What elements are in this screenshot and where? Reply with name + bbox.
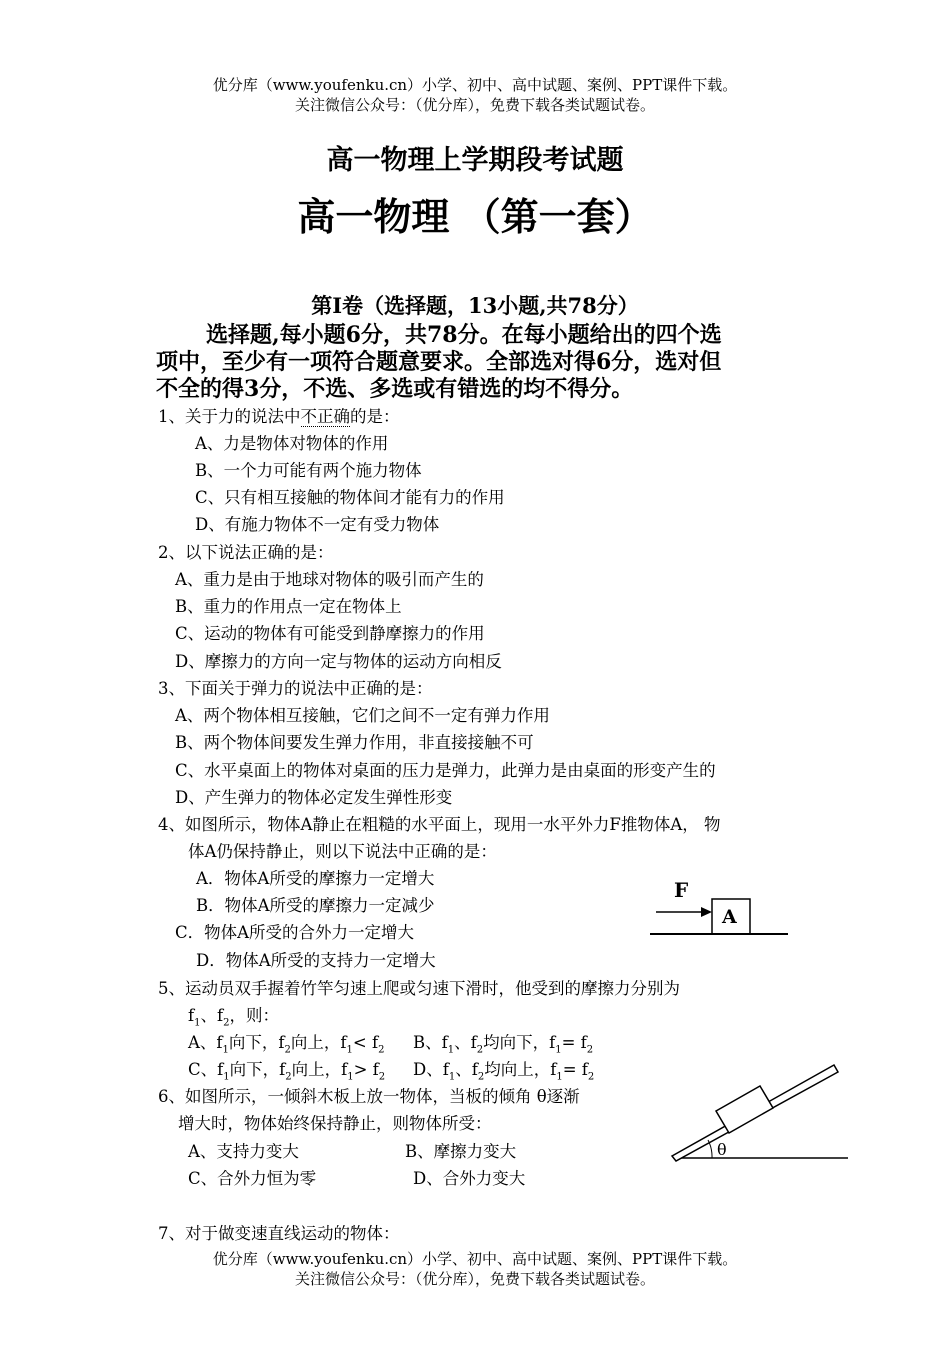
question-5-option-b: B、$f_1$、$f_2$均向下，$f_1= f_2$ [413, 1033, 594, 1056]
instructions-line-2: 项中，至少有一项符合题意要求。全部选对得6分，选对但 [156, 349, 722, 375]
question-7-stem: 7、对于做变速直线运动的物体： [158, 1224, 400, 1243]
question-4-option-d: D．物体A所受的支持力一定增大 [196, 951, 436, 970]
question-5-option-c: C、$f_1$向下，$f_2$向上，$f_1> f_2$ [188, 1060, 386, 1083]
question-1-stem-b: 的是： [350, 407, 400, 426]
force-arrowhead [701, 907, 712, 917]
question-1-option-a: A、力是物体对物体的作用 [195, 434, 389, 453]
question-1-option-b: B、一个力可能有两个施力物体 [195, 461, 422, 480]
question-1-stem-a: 1、关于力的说法中 [158, 407, 301, 426]
question-5-option-a: A、$f_1$向下，$f_2$向上，$f_1< f_2$ [188, 1033, 385, 1056]
question-4-option-a: A．物体A所受的摩擦力一定增大 [196, 869, 435, 888]
question-4-stem-1: 4、如图所示，物体A静止在粗糙的水平面上，现用一水平外力F推物体A， 物 [158, 815, 721, 834]
question-5-stem-2: $f_1$、$f_2$，则： [188, 1006, 279, 1029]
instructions-line-3: 不全的得3分，不选、多选或有错选的均不得分。 [156, 376, 634, 402]
question-3-option-b: B、两个物体间要发生弹力作用，非直接接触不可 [175, 733, 534, 752]
question-2-stem: 2、以下说法正确的是： [158, 543, 334, 562]
question-6-option-a: A、支持力变大 [188, 1142, 299, 1161]
question-5-stem-1: 5、运动员双手握着竹竿匀速上爬或匀速下滑时，他受到的摩擦力分别为 [158, 979, 680, 998]
instructions-line-1: 选择题,每小题6分，共78分。在每小题给出的四个选 [206, 322, 722, 348]
question-2-option-d: D、摩擦力的方向一定与物体的运动方向相反 [175, 652, 502, 671]
question-6-option-d: D、合外力变大 [413, 1169, 526, 1188]
question-6-option-b: B、摩擦力变大 [405, 1142, 517, 1161]
question-1-stem-emphasis: 不正确 [300, 407, 350, 426]
question-3-option-d: D、产生弹力的物体必定发生弹性形变 [175, 788, 453, 807]
question-4-option-b: B．物体A所受的摩擦力一定减少 [196, 896, 435, 915]
question-6-figure [660, 1060, 855, 1165]
header-line-2: 关注微信公众号：（优分库），免费下载各类试题试卷。 [294, 96, 655, 114]
footer-line-1: 优分库（www.youfenku.cn）小学、初中、高中试题、案例、PPT课件下载。 [212, 1250, 738, 1268]
footer-line-2: 关注微信公众号：（优分库），免费下载各类试题试卷。 [294, 1270, 655, 1288]
question-2-option-b: B、重力的作用点一定在物体上 [175, 597, 402, 616]
question-3-option-c: C、水平桌面上的物体对桌面的压力是弹力，此弹力是由桌面的形变产生的 [175, 761, 716, 780]
question-5-option-d: D、$f_1$、$f_2$均向上，$f_1= f_2$ [413, 1060, 595, 1083]
question-4-option-c: C．物体A所受的合外力一定增大 [175, 923, 415, 942]
question-3-option-a: A、两个物体相互接触，它们之间不一定有弹力作用 [175, 706, 550, 725]
figure-angle-label: θ [717, 1140, 727, 1159]
figure-block-label: A [722, 906, 737, 928]
page-title: 高一物理上学期段考试题 [326, 145, 624, 176]
question-3-stem: 3、下面关于弹力的说法中正确的是： [158, 679, 433, 698]
question-4-figure [640, 872, 800, 942]
figure-force-label: F [674, 878, 689, 902]
question-4-stem-2: 体A仍保持静止，则以下说法中正确的是： [188, 842, 497, 861]
section-heading: 第I卷（选择题，13小题,共78分） [311, 293, 639, 318]
question-2-option-a: A、重力是由于地球对物体的吸引而产生的 [175, 570, 484, 589]
question-6-option-c: C、合外力恒为零 [188, 1169, 317, 1188]
question-2-option-c: C、运动的物体有可能受到静摩擦力的作用 [175, 624, 485, 643]
question-1-option-d: D、有施力物体不一定有受力物体 [195, 515, 440, 534]
question-1-stem [158, 403, 400, 427]
question-6-stem-1: 6、如图所示，一倾斜木板上放一物体，当板的倾角 θ逐渐 [158, 1087, 580, 1106]
header-line-1: 优分库（www.youfenku.cn）小学、初中、高中试题、案例、PPT课件下载。 [212, 76, 738, 94]
page-subtitle: 高一物理 （第一套） [297, 194, 653, 239]
question-6-stem-2: 增大时，物体始终保持静止，则物体所受： [178, 1114, 492, 1133]
incline-block [716, 1086, 773, 1133]
question-1-option-c: C、只有相互接触的物体间才能有力的作用 [195, 488, 505, 507]
